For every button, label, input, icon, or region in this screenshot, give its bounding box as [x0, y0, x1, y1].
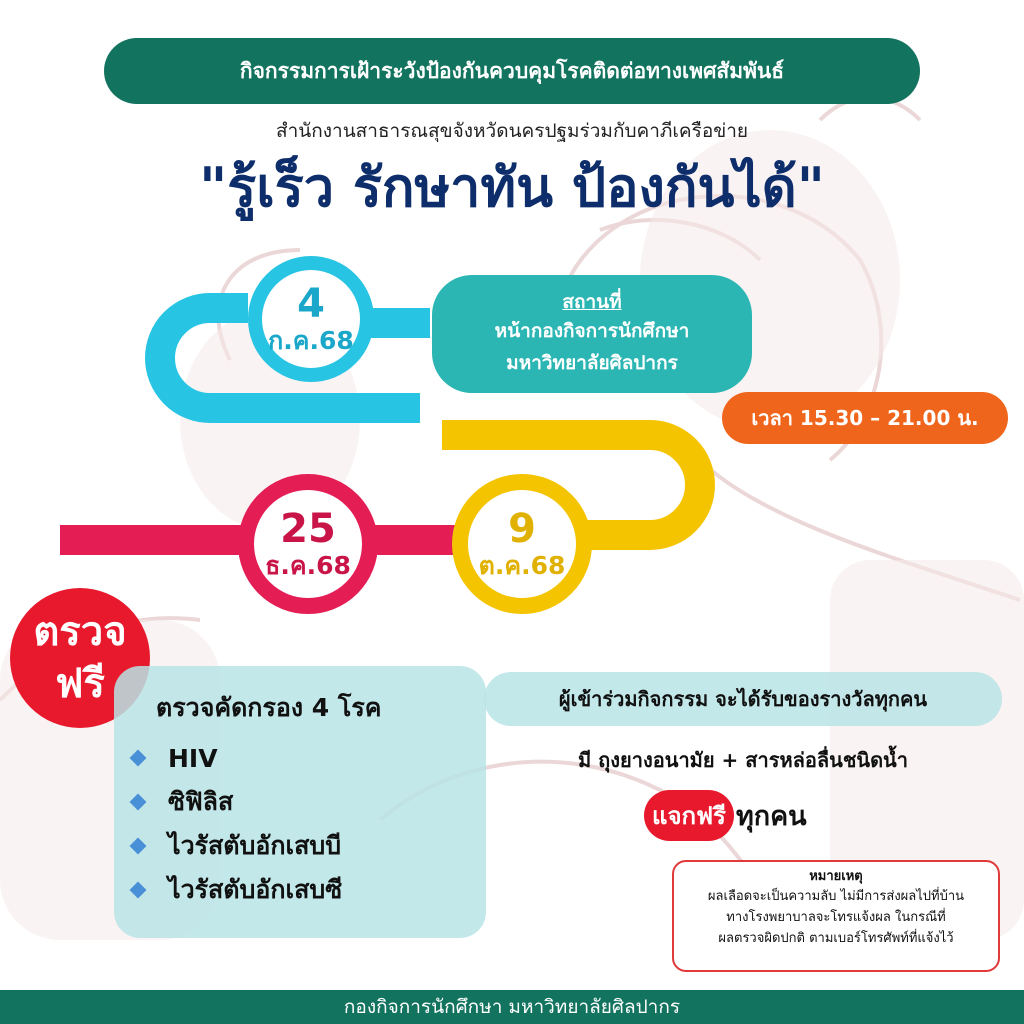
date-day: 9 [508, 506, 536, 552]
diamond-bullet-icon [130, 750, 147, 767]
venue-card [432, 275, 752, 393]
screening-item [132, 824, 486, 868]
remark-title: หมายเหตุ [809, 869, 863, 884]
date-circle-dec [238, 474, 378, 614]
footer-bar [0, 990, 1024, 1024]
date-circle-jul [248, 256, 374, 382]
screening-item [132, 736, 486, 780]
remark-box [672, 860, 1000, 972]
screening-heading: ตรวจคัดกรอง 4 โรค [156, 693, 382, 722]
screening-item [132, 868, 486, 912]
slogan: "รู้เร็ว รักษาทัน ป้องกันได้" [199, 156, 825, 219]
diamond-bullet-icon [130, 882, 147, 899]
screening-item-label: ไวรัสตับอักเสบซี [168, 875, 343, 904]
footer-text: กองกิจการนักศึกษา มหาวิทยาลัยศิลปากร [343, 996, 681, 1018]
diamond-bullet-icon [130, 794, 147, 811]
venue-line-1: หน้ากองกิจการนักศึกษา [494, 320, 690, 342]
date-month: ต.ค.68 [478, 551, 566, 580]
date-circle-oct [452, 474, 592, 614]
screening-item-label: HIV [168, 743, 218, 773]
diamond-bullet-icon [130, 838, 147, 855]
date-day: 4 [297, 281, 325, 327]
screening-item-label: ไวรัสตับอักเสบบี [168, 831, 342, 860]
screening-item-label: ซิฟิลิส [168, 787, 234, 816]
time-badge: เวลา 15.30 – 21.00 น. [722, 392, 1008, 444]
screening-card [114, 666, 486, 938]
date-month: ธ.ค.68 [265, 551, 351, 580]
reward-headline: ผู้เข้าร่วมกิจกรรม จะได้รับของรางวัลทุกคน [484, 672, 1002, 726]
gift-items: มี ถุงยางอนามัย + สารหล่อลื่นชนิดน้ำ [578, 748, 908, 772]
screening-item [132, 780, 486, 824]
date-month: ก.ค.68 [268, 326, 354, 355]
free-giveaway-everyone: ทุกคน [735, 800, 807, 832]
date-day: 25 [280, 506, 336, 552]
remark-line-3: ผลตรวจผิดปกติ ตามเบอร์โทรศัพท์ที่แจ้งไว้ [718, 931, 954, 946]
venue-label: สถานที่ [562, 291, 622, 313]
venue-line-2: มหาวิทยาลัยศิลปากร [506, 352, 678, 374]
remark-line-1: ผลเลือดจะเป็นความลับ ไม่มีการส่งผลไปที่บ้าน [707, 889, 965, 904]
free-check-line-2: ฟรี [55, 661, 105, 707]
free-giveaway [644, 790, 807, 840]
free-check-line-1: ตรวจ [33, 609, 127, 655]
organizer-subtitle: สำนักงานสาธารณสุขจังหวัดนครปฐมร่วมกับคาภีเครือข่าย [275, 120, 749, 142]
free-giveaway-badge: แจกฟรี [644, 790, 734, 841]
remark-line-2: ทางโรงพยาบาลจะโทรแจ้งผล ในกรณีที่ [726, 910, 946, 925]
event-title: กิจกรรมการเฝ้าระวังป้องกันควบคุมโรคติดต่อทางเพศสัมพันธ์ [239, 58, 785, 83]
